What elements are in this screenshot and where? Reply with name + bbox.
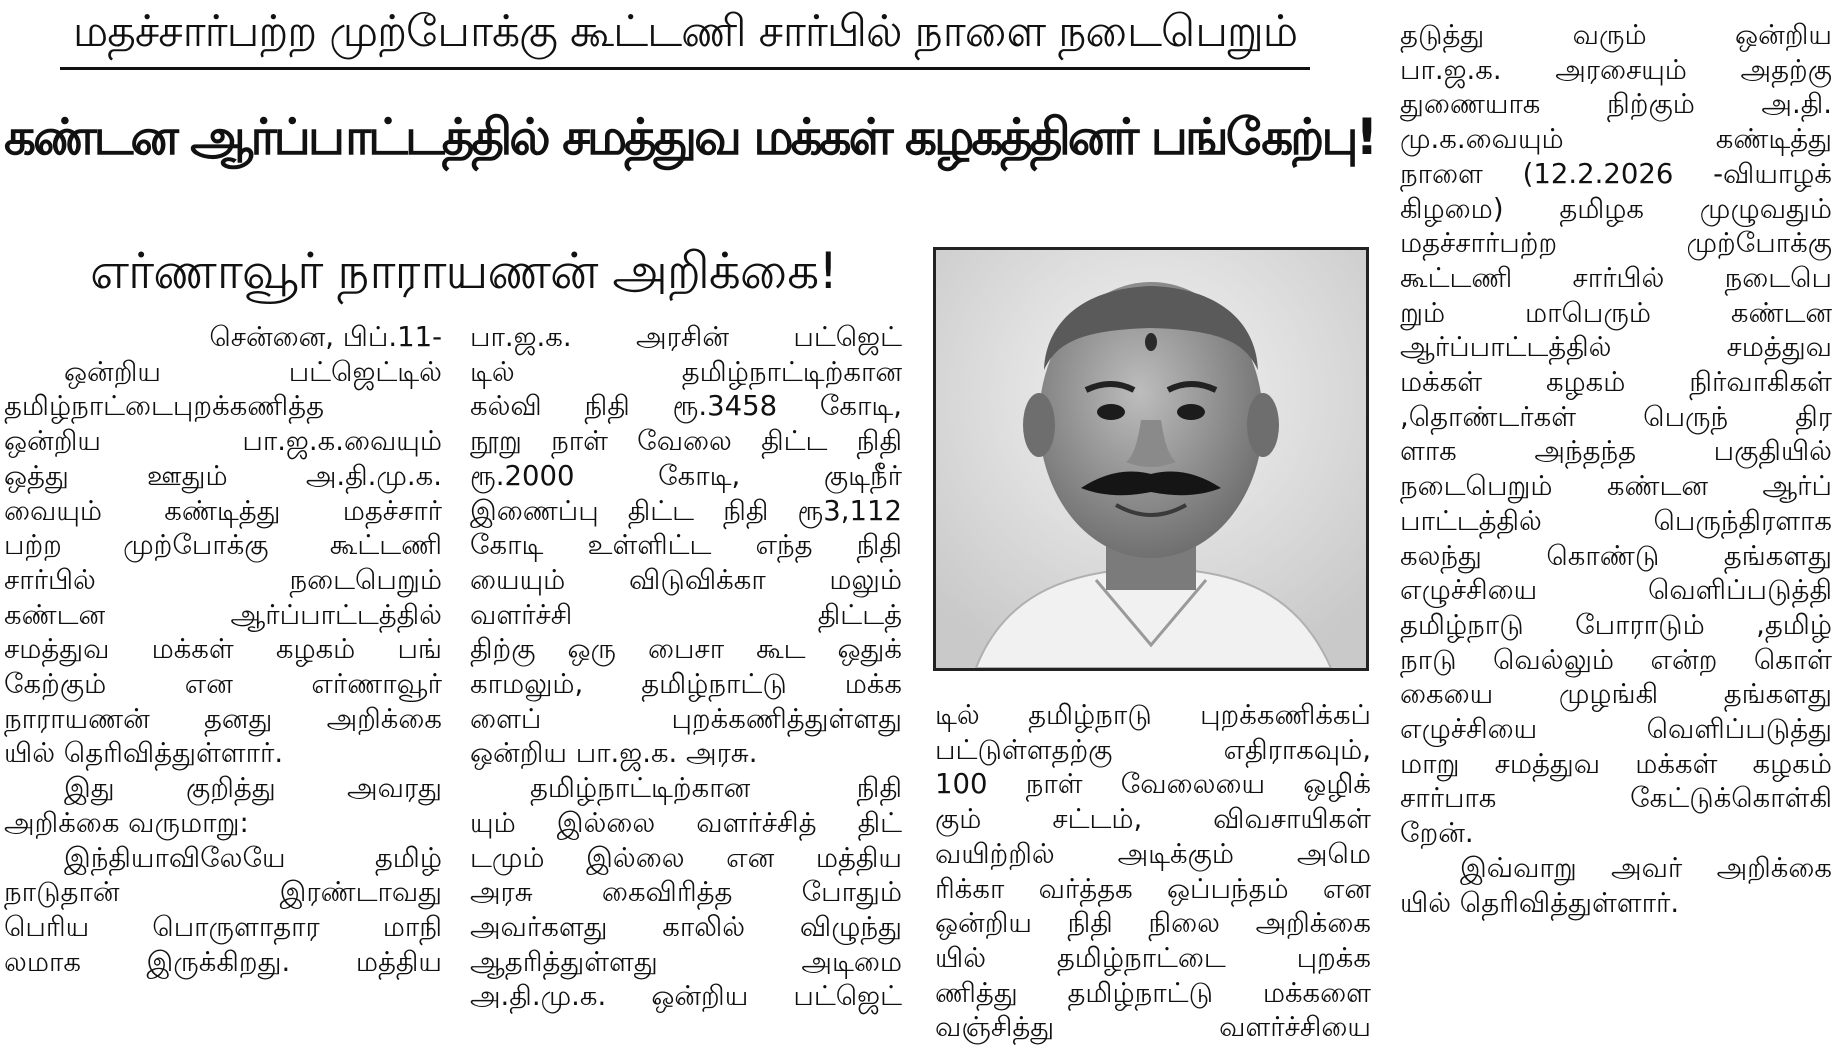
main-headline: கண்டன ஆர்ப்பாட்டத்தில் சமத்துவ மக்கள் கழகத்தினர் பங்கேற்பு! [4, 108, 1376, 166]
text-line: தமிழ்நாட்டிற்கான நிதி [530, 772, 902, 805]
text-line: நாடு வெல்லும் என்ற கொள் [1400, 643, 1832, 676]
text-line: தமிழ்நாடு போராடும் ,தமிழ் [1400, 608, 1832, 641]
text-line: ஆதரித்துள்ளது அடிமை [470, 945, 902, 978]
text-line: யும் இல்லை வளர்ச்சித் திட் [470, 806, 902, 839]
text-line: கூட்டணி சார்பில் நடைபெ [1400, 261, 1832, 294]
text-line: ளைப் புறக்கணித்துள்ளது [470, 702, 902, 735]
article-column-1 [4, 320, 442, 979]
text-line: மதச்சார்பற்ற முற்போக்கு [1400, 227, 1832, 260]
text-line: ஆர்ப்பாட்டத்தில் சமத்துவ [1400, 331, 1832, 364]
text-line: வயிற்றில் அடிக்கும் அமெ [935, 837, 1371, 870]
text-line: ஒன்றிய நிதி நிலை அறிக்கை [935, 907, 1371, 940]
text-line: பட்டுள்ளதற்கு எதிராகவும், [935, 733, 1371, 766]
text-line: நடைபெறும் கண்டன ஆர்ப் [1400, 470, 1832, 503]
text-line: எழுச்சியை வெளிப்படுத்து [1400, 713, 1832, 746]
text-line: மு.க.வையும் கண்டித்து [1400, 123, 1832, 156]
text-line: வையும் கண்டித்து மதச்சார் [4, 494, 442, 527]
text-line: யில் தமிழ்நாட்டை புறக்க [935, 941, 1371, 974]
text-line: சென்னை, பிப்.11- [209, 321, 442, 353]
text-line: மாறு சமத்துவ மக்கள் கழகம் [1400, 747, 1832, 780]
subheadline: எர்ணாவூர் நாராயணன் அறிக்கை! [90, 242, 838, 300]
text-line: பற்ற முற்போக்கு கூட்டணி [4, 529, 442, 562]
text-line: தமிழ்நாட்டைபுறக்கணித்த [4, 390, 325, 423]
text-line: ஒன்றிய பா.ஜ.க. அரசு. [470, 737, 758, 770]
text-line: டில் தமிழ்நாடு புறக்கணிக்கப் [935, 699, 1371, 731]
text-line: எழுச்சியை வெளிப்படுத்தி [1400, 574, 1832, 607]
text-line: காமலும், தமிழ்நாட்டு மக்க [470, 668, 902, 701]
text-line: ரூ.2000 கோடி, குடிநீர் [470, 459, 902, 492]
text-line: றும் மாபெரும் கண்டன [1400, 296, 1832, 329]
text-line: சார்பில் நடைபெறும் [4, 563, 442, 596]
text-line: இவ்வாறு அவர் அறிக்கை [1460, 851, 1832, 884]
text-line: அரசு கைவிரித்த போதும் [470, 876, 902, 909]
text-line: கோடி உள்ளிட்ட எந்த நிதி [470, 529, 902, 562]
text-line: சமத்துவ மக்கள் கழகம் பங் [4, 633, 442, 666]
text-line: திற்கு ஒரு பைசா கூட ஒதுக் [470, 633, 902, 666]
text-line: வளர்ச்சி திட்டத் [470, 598, 902, 631]
text-line: 100 நாள் வேலையை ஒழிக் [935, 768, 1371, 801]
text-line: டில் தமிழ்நாட்டிற்கான [470, 355, 902, 388]
kicker-headline: மதச்சார்பற்ற முற்போக்கு கூட்டணி சார்பில் நாளை நடைபெறும் [60, 6, 1310, 70]
text-line: அவர்களது காலில் விழுந்து [470, 910, 902, 943]
text-line: ஒன்றிய பட்ஜெட்டில் [64, 355, 442, 388]
text-line: வஞ்சித்து வளர்ச்சியை [935, 1011, 1371, 1044]
text-line: நாளை (12.2.2026 -வியாழக் [1400, 157, 1832, 190]
text-line: கிழமை) தமிழக முழுவதும் [1400, 192, 1832, 225]
text-line: பாட்டத்தில் பெருந்திரளாக [1400, 504, 1832, 537]
text-line: டமும் இல்லை என மத்திய [470, 841, 902, 874]
text-line: நூறு நாள் வேலை திட்ட நிதி [470, 425, 902, 458]
text-line: ,தொண்டர்கள் பெருந் திர [1400, 400, 1832, 433]
text-line: கண்டன ஆர்ப்பாட்டத்தில் [4, 598, 442, 631]
article-column-4 [1400, 18, 1832, 920]
text-line: கேற்கும் என எர்ணாவூர் [4, 668, 442, 701]
portrait-illustration [936, 250, 1366, 668]
text-line: கையை முழங்கி தங்களது [1400, 678, 1832, 711]
text-line: இணைப்பு திட்ட நிதி ரூ3,112 [470, 494, 902, 527]
text-line: இந்தியாவிலேயே தமிழ் [64, 841, 442, 874]
article-column-3 [935, 698, 1371, 1045]
article-column-2 [470, 320, 902, 1014]
text-line: ளாக அந்தந்த பகுதியில் [1400, 435, 1832, 468]
text-line: லமாக இருக்கிறது. மத்திய [4, 945, 442, 978]
text-line: ணித்து தமிழ்நாட்டு மக்களை [935, 976, 1371, 1009]
text-line: யில் தெரிவித்துள்ளார். [1400, 886, 1680, 919]
text-line: மக்கள் கழகம் நிர்வாகிகள் [1400, 366, 1832, 399]
text-line: இது குறித்து அவரது [64, 772, 442, 805]
text-line: பா.ஜ.க. அரசின் பட்ஜெட் [470, 321, 902, 353]
text-line: நாடுதான் இரண்டாவது [4, 876, 442, 909]
text-line: றேன். [1400, 817, 1474, 850]
text-line: நாராயணன் தனது அறிக்கை [4, 702, 442, 735]
text-line: கல்வி நிதி ரூ.3458 கோடி, [470, 390, 902, 423]
text-line: யையும் விடுவிக்கா மலும் [470, 563, 902, 596]
text-line: தடுத்து வரும் ஒன்றிய [1400, 19, 1832, 51]
text-line: ஒத்து ஊதும் அ.தி.மு.க. [4, 459, 442, 492]
text-line: பெரிய பொருளாதார மாநி [4, 910, 442, 943]
text-line: கும் சட்டம், விவசாயிகள் [935, 803, 1371, 836]
text-line: ஒன்றிய பா.ஜ.க.வையும் [4, 425, 442, 458]
text-line: துணையாக நிற்கும் அ.தி. [1400, 88, 1832, 121]
text-line: கலந்து கொண்டு தங்களது [1400, 539, 1832, 572]
text-line: அ.தி.மு.க. ஒன்றிய பட்ஜெட் [470, 980, 902, 1013]
text-line: அறிக்கை வருமாறு: [4, 806, 249, 839]
text-line: ரிக்கா வர்த்தக ஒப்பந்தம் என [935, 872, 1371, 905]
text-line: யில் தெரிவித்துள்ளார். [4, 737, 284, 770]
text-line: பா.ஜ.க. அரசையும் அதற்கு [1400, 53, 1832, 86]
text-line: சார்பாக கேட்டுக்கொள்கி [1400, 782, 1832, 815]
portrait-photo [933, 247, 1369, 671]
